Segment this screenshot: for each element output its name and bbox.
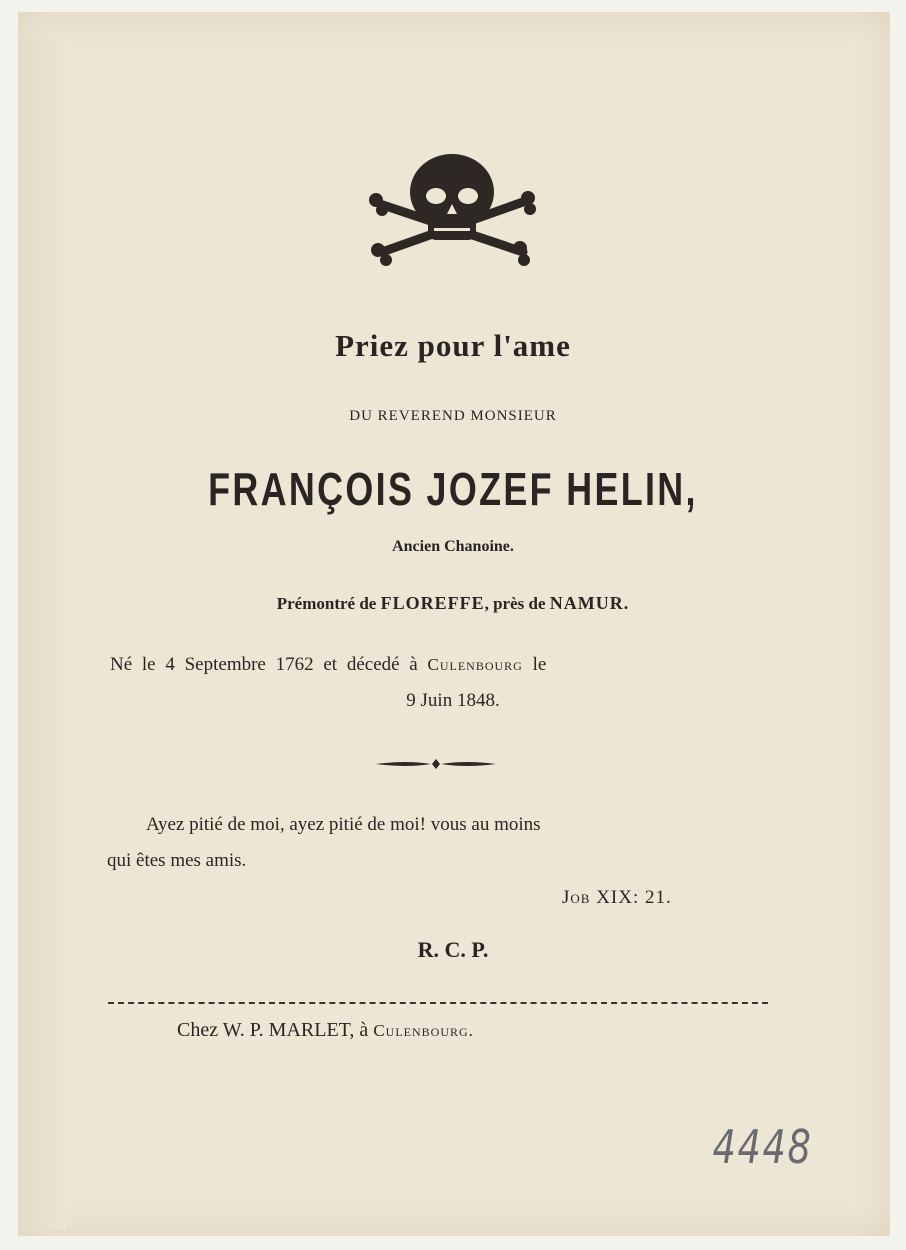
deceased-name: FRANÇOIS JOZEF HELIN, — [208, 463, 698, 515]
ornament-divider-icon — [376, 756, 496, 772]
birth-text: Né le 4 Septembre 1762 et décedé à — [110, 654, 428, 675]
order-line — [0, 593, 906, 614]
order-place: FLOREFFE — [380, 593, 485, 613]
skull-crossbones-icon — [368, 152, 538, 272]
heading-prayer: Priez pour l'ame — [335, 328, 571, 363]
order-prefix: Prémontré de — [276, 594, 381, 613]
rcp-label: R. C. P. — [417, 937, 489, 962]
handwritten-number: 4448 — [712, 1120, 813, 1174]
verse-reference: Job XIX: 21. — [562, 887, 672, 908]
dates-line-2: 9 Juin 1848. — [406, 690, 500, 711]
printer-mid: , à — [349, 1019, 374, 1041]
printer-prefix: Chez — [177, 1019, 223, 1041]
death-place: Culenbourg — [427, 655, 523, 674]
position-title: Ancien Chanoine. — [392, 538, 514, 555]
verse-line-1: Ayez pitié de moi, ayez pitié de moi! vous au moins — [146, 814, 541, 835]
printer-place: Culenbourg. — [373, 1021, 474, 1040]
dates-suffix: le — [522, 654, 547, 675]
order-city: NAMUR. — [549, 593, 630, 613]
printer-line — [177, 1019, 474, 1042]
card-left-edge — [18, 40, 66, 1230]
dates-line-1 — [110, 654, 546, 676]
order-mid: , près de — [484, 594, 550, 613]
verse-line-2: qui êtes mes amis. — [107, 850, 247, 871]
subtitle-reverend: DU REVEREND MONSIEUR — [349, 408, 557, 424]
divider-rule — [108, 1002, 768, 1004]
printer-name: W. P. MARLET — [222, 1019, 350, 1041]
